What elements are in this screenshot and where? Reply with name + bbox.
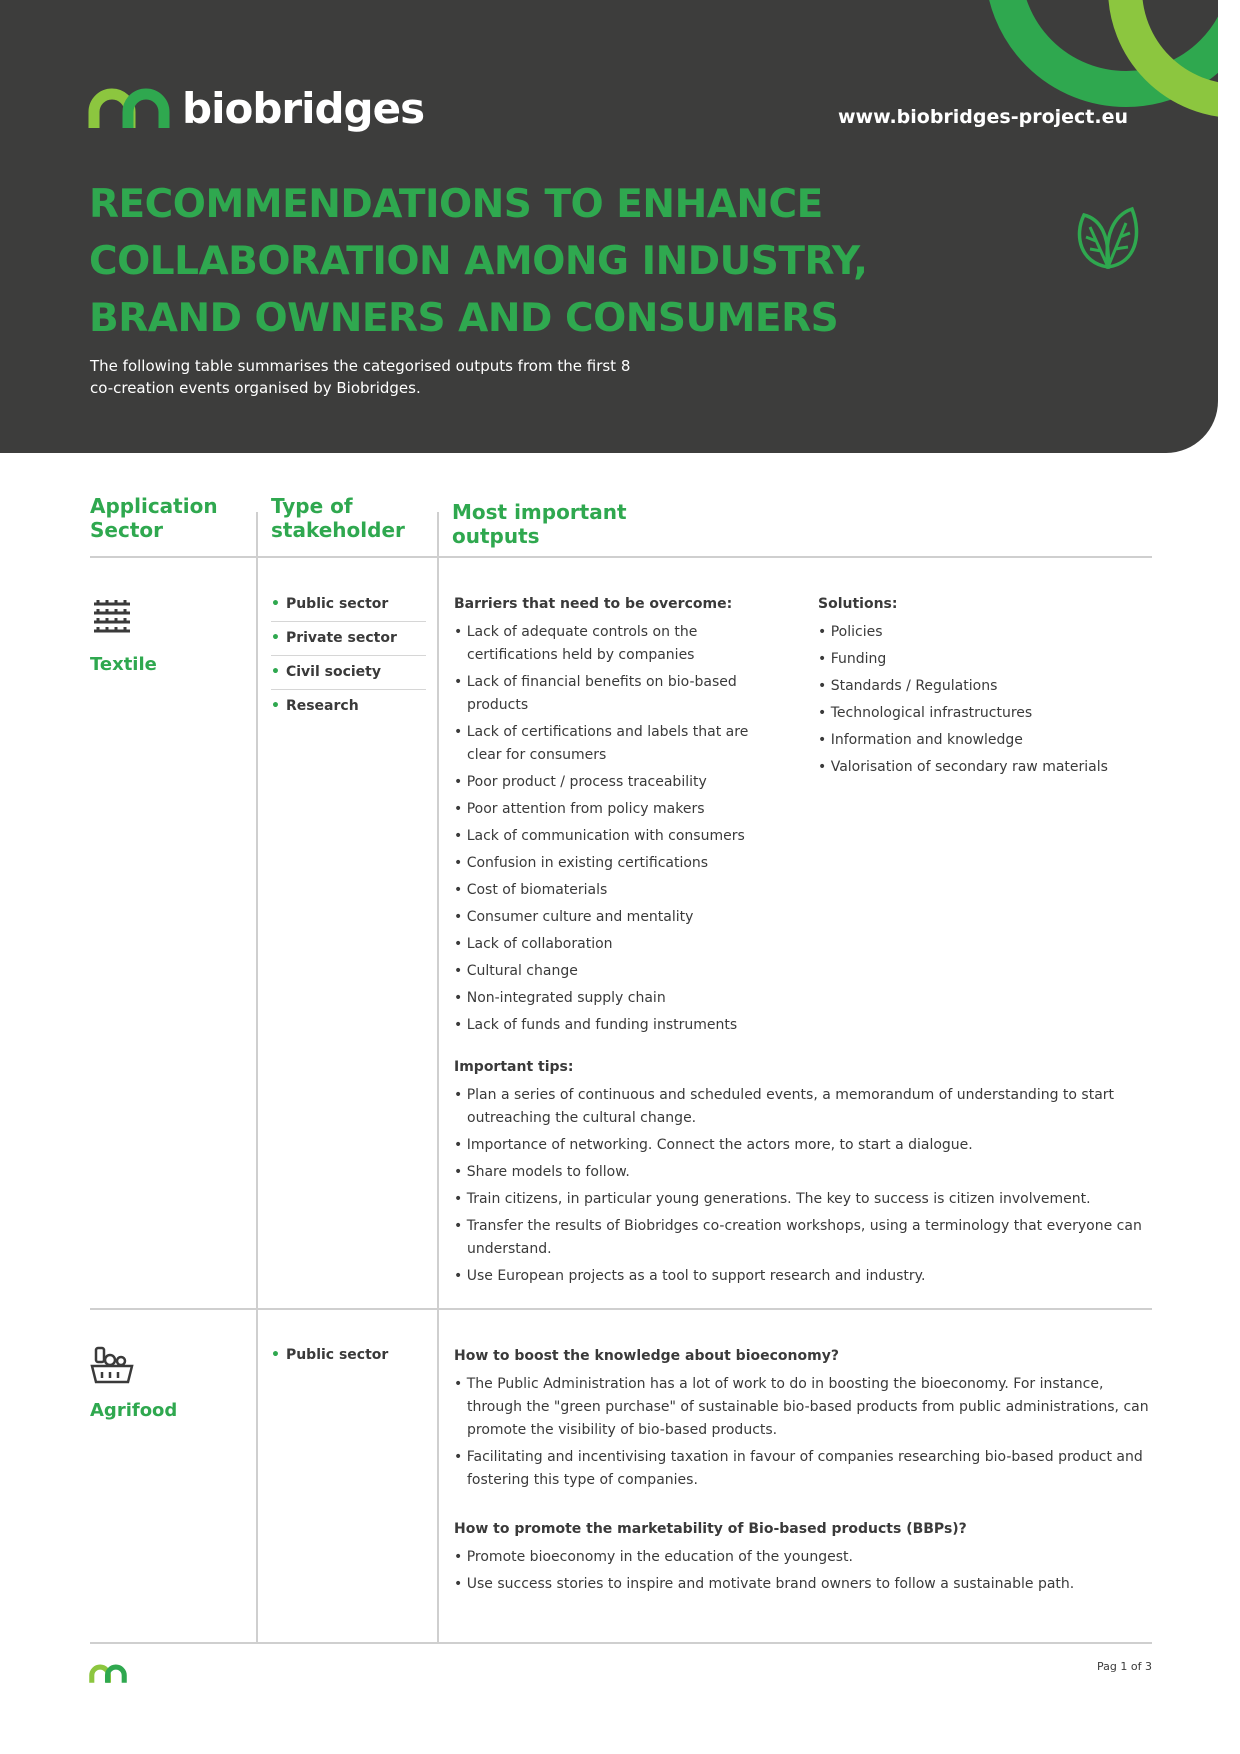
list-item: • Consumer culture and mentality (454, 906, 774, 929)
column-heading-outputs: Most important outputs (452, 500, 627, 548)
tips-list (454, 1084, 1154, 1288)
knowledge-block (454, 1345, 1154, 1496)
tips-title: Important tips: (454, 1059, 574, 1075)
table-bottom-divider (90, 1642, 1152, 1644)
sector-agrifood (90, 1346, 177, 1421)
list-item: • Plan a series of continuous and scheduled events, a memorandum of understanding to start outreaching the cultural change. (454, 1084, 1154, 1130)
list-item: • Information and knowledge (818, 729, 1148, 752)
list-item: • Lack of certifications and labels that are clear for consumers (454, 721, 774, 767)
stakeholder-item: • Research (271, 698, 359, 714)
list-item: • Funding (818, 648, 1148, 671)
leaves-icon (1070, 205, 1146, 271)
stakeholder-item: • Civil society (271, 656, 426, 690)
fabric-weave-icon (90, 596, 134, 640)
list-item: • Promote bioeconomy in the education of the youngest. (454, 1546, 1154, 1569)
list-item: • Use success stories to inspire and motivate brand owners to follow a sustainable path. (454, 1573, 1154, 1596)
stakeholder-list-agrifood (271, 1339, 426, 1372)
list-item: • Cost of biomaterials (454, 879, 774, 902)
list-item: • Facilitating and incentivising taxation in favour of companies researching bio-based product and fostering this type of companies. (454, 1446, 1154, 1492)
footer-logo-icon (89, 1664, 127, 1684)
list-item: • Lack of communication with consumers (454, 825, 774, 848)
column-heading-sector: Application Sector (90, 494, 218, 542)
page-title: RECOMMENDATIONS TO ENHANCE COLLABORATION AMONG INDUSTRY, BRAND OWNERS AND CONSUMERS (89, 182, 868, 341)
sector-label-textile: Textile (90, 654, 157, 675)
stakeholder-item: • Private sector (271, 622, 426, 656)
solutions-block (818, 593, 1148, 783)
column-divider-1 (256, 512, 258, 1644)
list-item: • Transfer the results of Biobridges co-creation workshops, using a terminology that everyone can understand. (454, 1215, 1154, 1261)
row-divider (90, 1308, 1152, 1310)
list-item: • Lack of collaboration (454, 933, 774, 956)
solutions-title: Solutions: (818, 596, 898, 612)
knowledge-question: How to boost the knowledge about bioeconomy? (454, 1348, 839, 1364)
brand-name: biobridges (182, 84, 425, 133)
tips-block (454, 1056, 1154, 1292)
list-item: • Policies (818, 621, 1148, 644)
column-divider-2 (437, 512, 439, 1644)
header-banner (0, 0, 1218, 453)
food-basket-icon (90, 1346, 134, 1386)
list-item: • Poor product / process traceability (454, 771, 774, 794)
list-item: • Lack of adequate controls on the certifications held by companies (454, 621, 774, 667)
list-item: • The Public Administration has a lot of work to do in boosting the bioeconomy. For instance, through the "green purchase" of sustainable bio-based products from public administrations, can promote the visibility of bio-based products. (454, 1373, 1154, 1442)
brand-logo[interactable] (88, 84, 424, 133)
list-item: • Poor attention from policy makers (454, 798, 774, 821)
biobridges-logo-icon (88, 88, 170, 130)
barriers-block (454, 593, 774, 1041)
list-item: • Standards / Regulations (818, 675, 1148, 698)
list-item: • Lack of financial benefits on bio-based products (454, 671, 774, 717)
column-heading-stakeholder: Type of stakeholder (271, 494, 405, 542)
marketability-question: How to promote the marketability of Bio-based products (BBPs)? (454, 1521, 967, 1537)
stakeholder-item: • Public sector (271, 1347, 389, 1363)
intro-text: The following table summarises the categorised outputs from the first 8 co-creation events organised by Biobridges. (90, 357, 631, 397)
list-item: • Lack of funds and funding instruments (454, 1014, 774, 1037)
list-item: • Non-integrated supply chain (454, 987, 774, 1010)
marketability-list (454, 1546, 1154, 1596)
sector-textile (90, 596, 157, 675)
list-item: • Use European projects as a tool to support research and industry. (454, 1265, 1154, 1288)
list-item: • Confusion in existing certifications (454, 852, 774, 875)
stakeholder-item: • Public sector (271, 588, 426, 622)
stakeholder-list-textile (271, 588, 426, 723)
project-url-link[interactable]: www.biobridges-project.eu (838, 106, 1128, 128)
list-item: • Cultural change (454, 960, 774, 983)
sector-label-agrifood: Agrifood (90, 1400, 178, 1421)
marketability-block (454, 1518, 1154, 1600)
list-item: • Train citizens, in particular young generations. The key to success is citizen involvement. (454, 1188, 1154, 1211)
page-number: Pag 1 of 3 (1097, 1660, 1152, 1673)
list-item: • Importance of networking. Connect the actors more, to start a dialogue. (454, 1134, 1154, 1157)
list-item: • Technological infrastructures (818, 702, 1148, 725)
list-item: • Share models to follow. (454, 1161, 1154, 1184)
knowledge-list (454, 1373, 1154, 1492)
barriers-title: Barriers that need to be overcome: (454, 596, 733, 612)
barriers-list (454, 621, 774, 1037)
table-header-divider (90, 556, 1152, 558)
solutions-list (818, 621, 1148, 779)
list-item: • Valorisation of secondary raw materials (818, 756, 1148, 779)
